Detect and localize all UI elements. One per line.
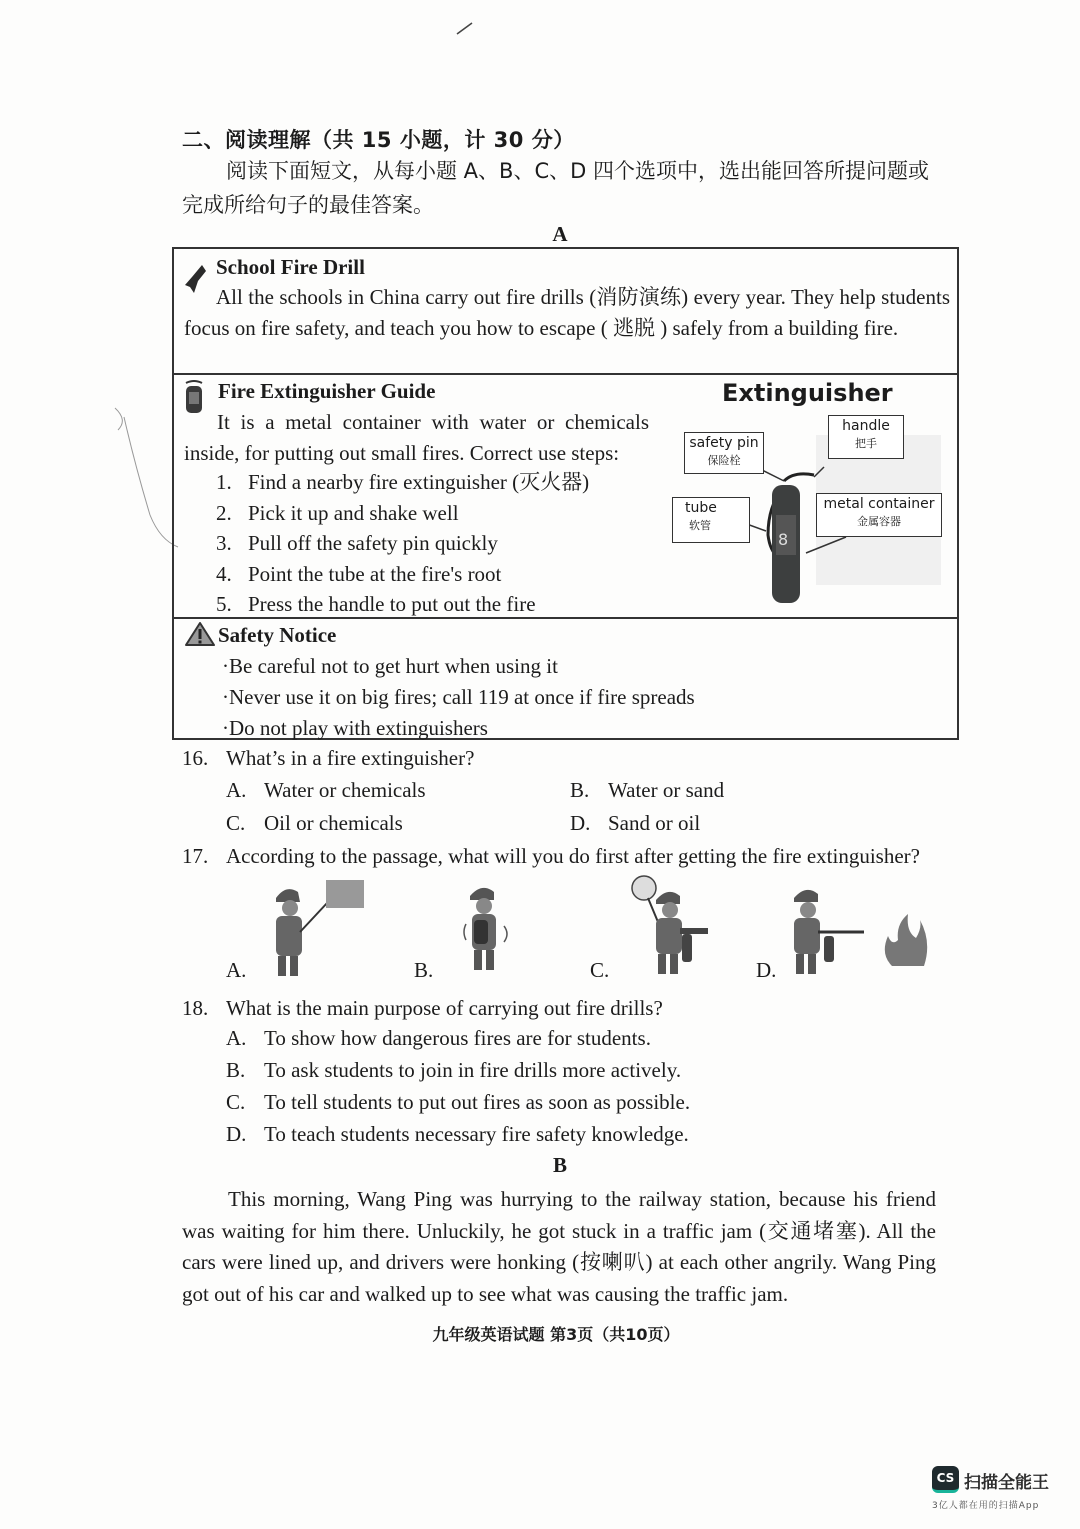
question-16: 16. What’s in a fire extinguisher? [182, 746, 475, 770]
safety-notice-section [174, 617, 957, 738]
step-item: 5. Press the handle to put out the fire [216, 592, 536, 616]
firefighter-pointing-icon[interactable] [268, 880, 368, 985]
watermark-name: 扫描全能王 [964, 1473, 1049, 1493]
option-17a-label[interactable]: A. [226, 958, 247, 982]
camscanner-logo-icon: CS [932, 1466, 959, 1493]
notice-item: ·Do not play with extinguishers [222, 716, 488, 740]
notice-item: ·Be careful not to get hurt when using it [222, 654, 558, 678]
passage-b-text: This morning, Wang Ping was hurrying to the railway station, because his friend was waiting for him there. Unluckily, he got stuck in a traffic jam (交通堵塞). All the cars were lined up, and drivers were honking (按喇叭) at each other angrily. Wang Ping got out of his car and walked up to see what was causing the traffic jam. [182, 1187, 936, 1306]
label-tube: tube 软管 [672, 497, 750, 543]
section-title: 二、阅读理解（共 15 小题，计 30 分） [182, 128, 575, 152]
picture-options [224, 880, 944, 990]
step-item: 2. Pick it up and shake well [216, 500, 459, 525]
warning-icon [184, 621, 216, 647]
firefighter-pulling-pin-icon[interactable] [628, 874, 728, 980]
diagram-title: Extinguisher [722, 379, 893, 407]
pen-mark [455, 20, 475, 36]
label-handle: handle 把手 [828, 415, 904, 459]
passage-letter-b: B [552, 1153, 567, 1177]
option-18a[interactable]: A. To show how dangerous fires are for students. [226, 1026, 651, 1050]
option-16c[interactable]: C. Oil or chemicals [226, 811, 403, 835]
option-16a[interactable]: A. Water or chemicals [226, 778, 426, 802]
label-safety-pin: safety pin 保险栓 [684, 432, 764, 474]
passage-letter-a: A [552, 222, 568, 246]
cylinder-number: 8 [778, 530, 789, 549]
step-item: 4. Point the tube at the fire's root [216, 561, 502, 586]
section-instruction: 阅读下面短文，从每小题 A、B、C、D 四个选项中，选出能回答所提问题或完成所给句子的最佳答案。 [182, 159, 929, 217]
fire-drill-text: All the schools in China carry out fire drills (消防演练) every year. They help students focus on fire safety, and teach you how to escape ( 逃脱 ) safely from a building fire. [184, 285, 950, 340]
option-18c[interactable]: C. To tell students to put out fires as soon as possible. [226, 1090, 691, 1114]
option-18b[interactable]: B. To ask students to join in fire drills more actively. [226, 1058, 682, 1082]
extinguisher-guide-section [174, 373, 957, 617]
fire-drill-heading: School Fire Drill [216, 255, 365, 279]
option-17b-label[interactable]: B. [414, 958, 434, 982]
watermark-tagline: 3亿人都在用的扫描App [932, 1501, 1040, 1511]
pen-mark [110, 405, 180, 555]
option-16d[interactable]: D. Sand or oil [570, 811, 701, 835]
option-17c-label[interactable]: C. [590, 958, 610, 982]
step-item: 1. Find a nearby fire extinguisher (灭火器) [216, 470, 590, 494]
notice-heading: Safety Notice [218, 623, 337, 647]
question-18: 18. What is the main purpose of carrying out fire drills? [182, 996, 663, 1020]
notice-item: ·Never use it on big fires; call 119 at once if fire spreads [222, 685, 695, 709]
notice-list [222, 651, 695, 744]
question-17: 17. According to the passage, what will you do first after getting the fire extinguisher? [182, 844, 920, 868]
guide-heading: Fire Extinguisher Guide [218, 379, 436, 403]
scanner-watermark [930, 1466, 1070, 1516]
page-footer: 九年级英语试题 第3页（共10页） [432, 1325, 680, 1344]
step-item: 3. Pull off the safety pin quickly [216, 531, 498, 555]
label-metal-container: metal container 金属容器 [816, 493, 942, 537]
option-16b[interactable]: B. Water or sand [570, 778, 725, 802]
firefighter-shaking-icon[interactable] [460, 882, 530, 977]
guide-text: It is a metal container with water or chemicals inside, for putting out small fires. Correct use steps: [184, 410, 649, 465]
option-17d-label[interactable]: D. [756, 958, 777, 982]
firefighter-spraying-icon[interactable] [788, 884, 938, 980]
fire-drill-section [174, 249, 957, 373]
passage-a-box [172, 247, 959, 740]
option-18d[interactable]: D. To teach students necessary fire safety knowledge. [226, 1122, 689, 1146]
extinguisher-diagram [666, 375, 958, 617]
steps-list [216, 467, 589, 620]
